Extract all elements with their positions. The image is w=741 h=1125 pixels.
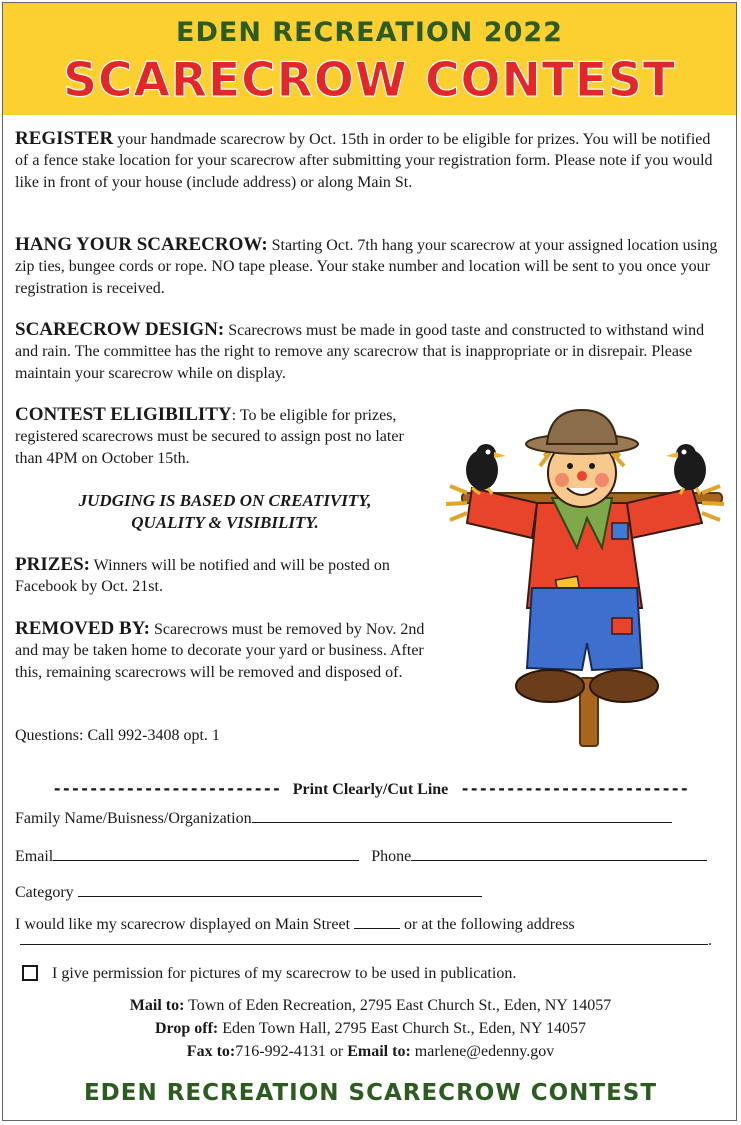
eligibility-paragraph <box>15 404 435 469</box>
contact-row <box>15 846 707 866</box>
cut-dashes-left: ------------------------- <box>52 779 281 798</box>
fax-text: 716-992-4131 or <box>235 1043 348 1060</box>
register-paragraph <box>15 128 727 193</box>
header-title: SCARECROW CONTEST <box>63 53 676 108</box>
cut-line-label: Print Clearly/Cut Line <box>292 781 449 798</box>
category-label: Category <box>15 884 74 901</box>
judging-line-1: JUDGING IS BASED ON CREATIVITY, <box>78 491 372 510</box>
register-heading: REGISTER <box>15 128 114 149</box>
address-field[interactable] <box>20 930 708 945</box>
drop-off-label: Drop off: <box>155 1020 219 1037</box>
scarecrow-illustration <box>432 408 732 748</box>
drop-off-line <box>0 1020 741 1038</box>
design-text: Scarecrows must be made in good taste and constructed to withstand wind and rain. The committee has the right to remove any scarecrow that is inappropriate or in disrepair. Please maintain your scarecrow while on display. <box>15 322 705 382</box>
design-heading: SCARECROW DESIGN: <box>15 319 225 340</box>
email-label: Email <box>15 848 54 865</box>
eligibility-text: : To be eligible for prizes, registered scarecrows must be secured to assign post no later than 4PM on October 15th. <box>15 407 404 467</box>
category-row <box>15 882 482 902</box>
prizes-text: Winners will be notified and will be posted on Facebook by Oct. 21st. <box>15 557 390 596</box>
hang-heading: HANG YOUR SCARECROW: <box>15 234 268 255</box>
prizes-heading: PRIZES: <box>15 554 90 575</box>
mail-to-line <box>0 997 741 1015</box>
footer-title: EDEN RECREATION SCARECROW CONTEST <box>83 1080 658 1106</box>
category-field[interactable] <box>78 882 482 897</box>
eligibility-heading: CONTEST ELIGIBILITY <box>15 404 232 425</box>
cut-dashes-right: ------------------------- <box>460 779 689 798</box>
permission-text: I give permission for pictures of my scarecrow to be used in publication. <box>52 965 517 982</box>
removed-heading: REMOVED BY: <box>15 618 150 639</box>
email-field[interactable] <box>53 846 359 861</box>
family-name-label: Family Name/Buisness/Organization <box>15 810 252 827</box>
display-text-a: I would like my scarecrow displayed on Main Street <box>15 916 351 933</box>
phone-field[interactable] <box>411 846 707 861</box>
display-text-b: or at the following address <box>404 916 575 933</box>
email-to-label: Email to: <box>347 1043 411 1060</box>
register-text: your handmade scarecrow by Oct. 15th in order to be eligible for prizes. You will be notified of a fence stake location for your scarecrow after submitting your registration form. Please note if you would like in front of your house (include address) or along Main St. <box>15 131 713 191</box>
hang-text: Starting Oct. 7th hang your scarecrow at your assigned location using zip ties, bungee cords or rope. NO tape please. Your stake number and location will be sent to you once your registration is received. <box>15 237 718 297</box>
questions-line: Questions: Call 992-3408 opt. 1 <box>15 727 220 744</box>
fax-label: Fax to: <box>186 1043 236 1060</box>
family-name-field[interactable] <box>252 808 672 823</box>
judging-notice <box>15 490 435 533</box>
crow-left <box>466 444 506 494</box>
header-subtitle: EDEN RECREATION 2022 <box>176 17 563 48</box>
header-banner <box>3 3 736 115</box>
crow-right <box>666 444 706 494</box>
hang-paragraph <box>15 234 727 299</box>
drop-off-text: Eden Town Hall, 2795 East Church St., Eden, NY 14057 <box>218 1020 586 1037</box>
mail-to-text: Town of Eden Recreation, 2795 East Church St., Eden, NY 14057 <box>184 997 612 1014</box>
phone-label: Phone <box>371 848 412 865</box>
cut-line <box>0 779 741 799</box>
design-paragraph <box>15 319 727 384</box>
email-to-link[interactable]: marlene@edenny.gov <box>410 1043 555 1060</box>
prizes-paragraph <box>15 554 440 598</box>
family-name-row <box>15 808 672 828</box>
judging-line-2: QUALITY & VISIBILITY. <box>131 512 319 532</box>
main-street-field[interactable] <box>354 914 400 929</box>
fax-email-line <box>0 1043 741 1061</box>
mail-to-label: Mail to: <box>129 997 185 1014</box>
permission-checkbox[interactable] <box>22 965 38 981</box>
address-row: . <box>20 930 712 950</box>
removed-paragraph <box>15 618 440 683</box>
removed-text: Scarecrows must be removed by Nov. 2nd and may be taken home to decorate your yard or business. After this, remaining scarecrows will be removed and disposed of. <box>15 621 425 681</box>
